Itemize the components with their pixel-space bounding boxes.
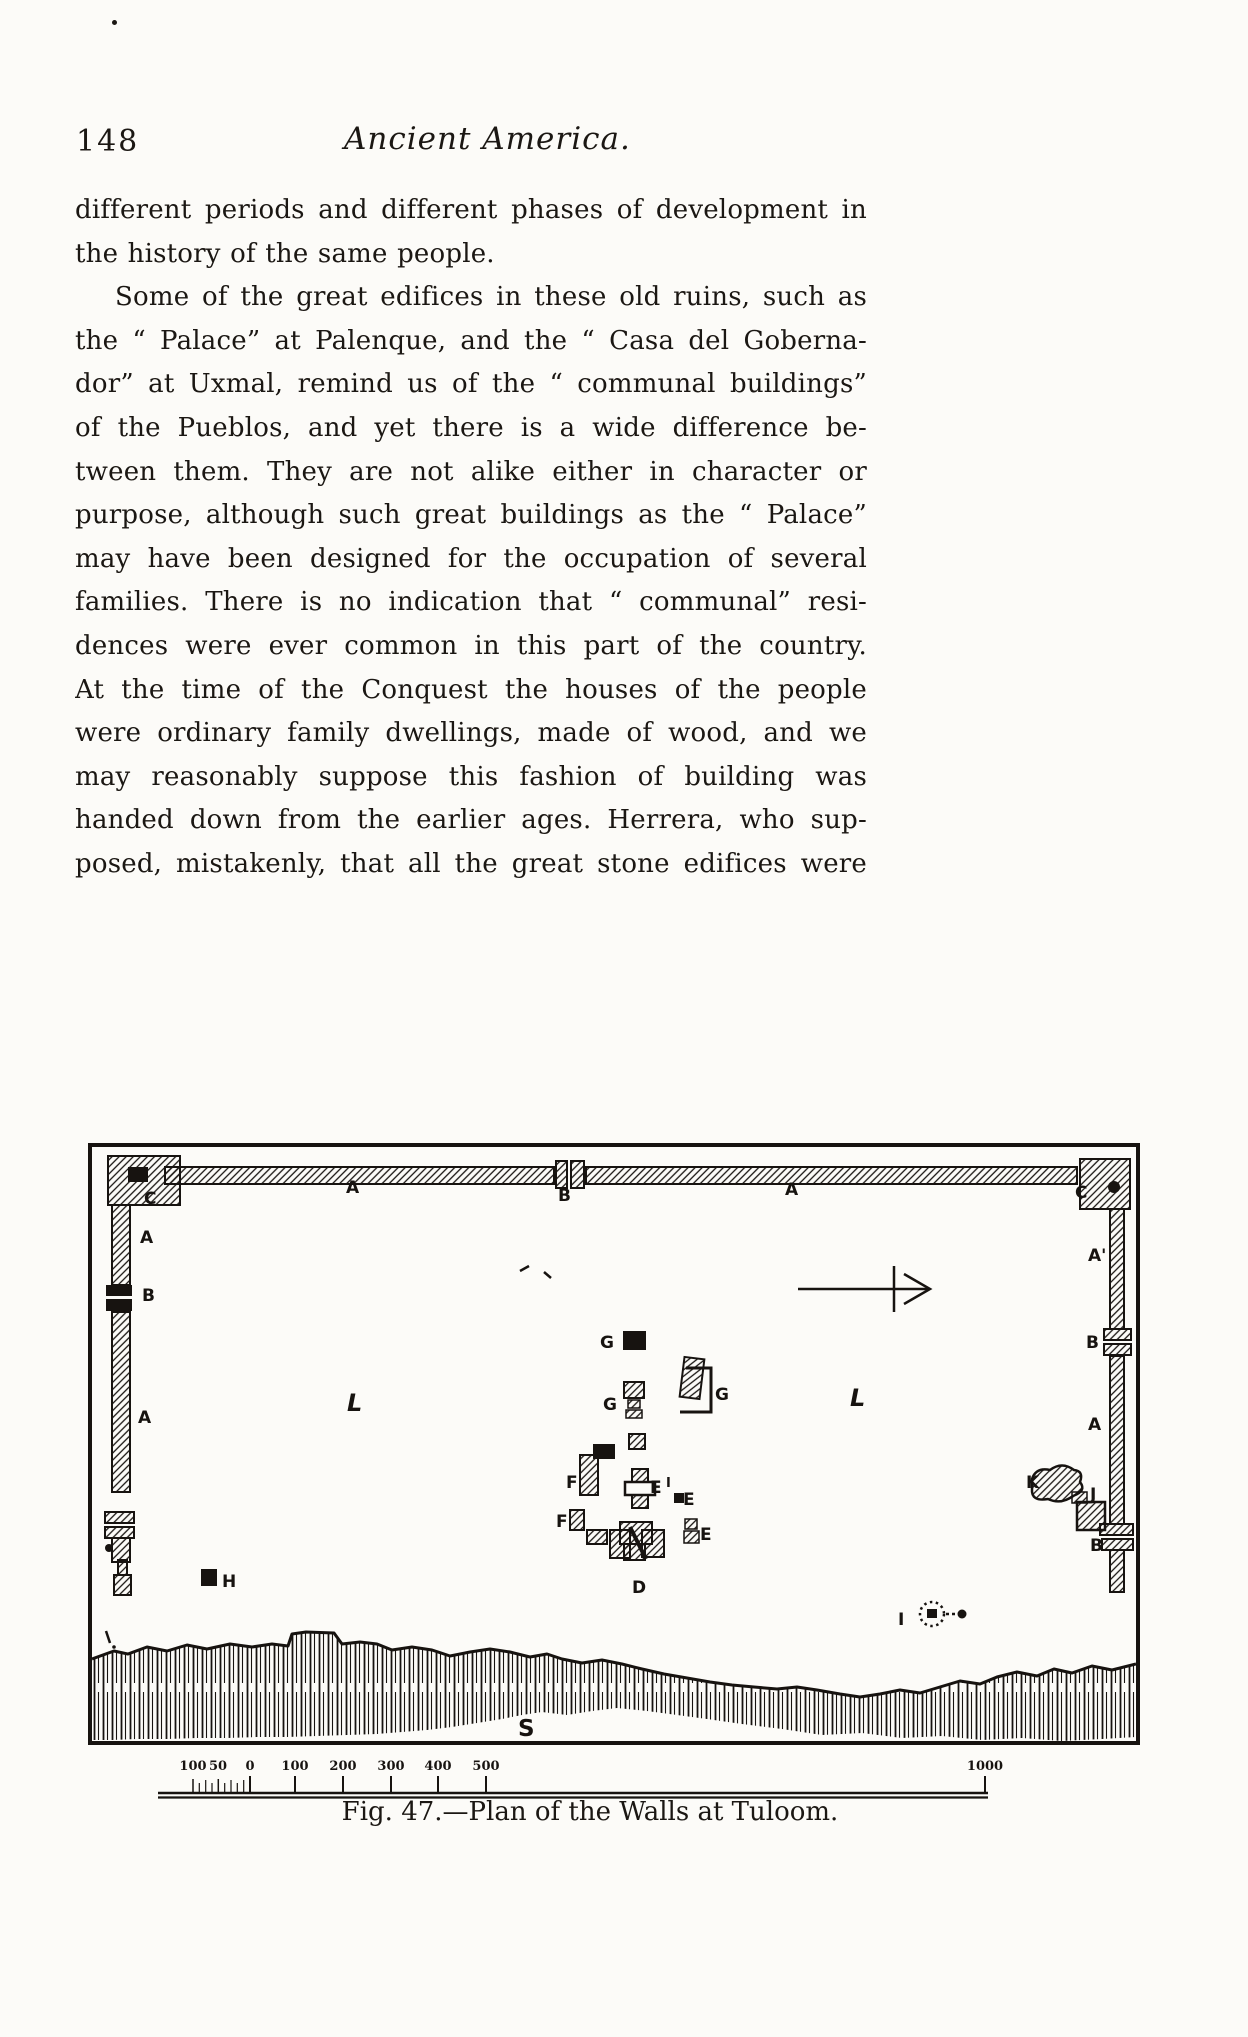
building-e2 [675, 1494, 683, 1502]
label-b-gate: B [142, 1286, 155, 1306]
label-g: G [715, 1385, 729, 1405]
text-line: were ordinary family dwellings, made of wood, and we [75, 718, 867, 749]
gate-east-lower-block [1102, 1539, 1133, 1550]
scale-tick-label: 100 [281, 1759, 309, 1774]
text-line: may reasonably suppose this fashion of building was [75, 761, 867, 792]
building-g2-annex [626, 1410, 642, 1418]
text-line: of the Pueblos, and yet there is a wide difference be- [75, 412, 867, 443]
terrain-marks [106, 1266, 551, 1649]
label-k: K [1026, 1473, 1040, 1493]
label-l-area: L [850, 1384, 866, 1412]
building-g1 [624, 1332, 645, 1349]
label-e: E [683, 1490, 695, 1510]
figure-47-frame [88, 1143, 1140, 1745]
running-title: Ancient America. [344, 121, 631, 157]
wall-east-lower [1110, 1550, 1124, 1592]
gate-north-block [556, 1161, 567, 1188]
text-line: handed down from the earlier ages. Herrera, who sup- [75, 805, 867, 836]
cenote-feature [920, 1602, 967, 1626]
wall-west-end-structure [114, 1575, 131, 1595]
label-e: E [650, 1478, 662, 1498]
label-s-sea: S [518, 1716, 535, 1741]
scan-speck [112, 20, 117, 25]
wall-north-east [586, 1167, 1077, 1184]
orientation-arrow [798, 1266, 930, 1312]
tower-ne [1108, 1181, 1120, 1193]
wall-north-west [165, 1167, 554, 1184]
label-l-area: L [347, 1389, 363, 1417]
text-line: dor” at Uxmal, remind us of the “ communal buildings” [75, 369, 867, 400]
scale-tick-label: 1000 [966, 1759, 1004, 1774]
label-h: H [222, 1572, 237, 1592]
wall-corner-ne [1080, 1159, 1130, 1209]
label-e: E [700, 1525, 712, 1545]
building-g3-tower [680, 1357, 705, 1399]
gate-west-lower-block [105, 1527, 134, 1538]
label-c-nw: C [144, 1189, 157, 1209]
building-small [629, 1434, 645, 1449]
text-line: tween them. They are not alike either in character or [75, 456, 867, 487]
label-i: I [666, 1476, 671, 1491]
scale-bar-numbers [179, 1759, 1003, 1774]
wall-west-lower [112, 1538, 130, 1562]
text-line: the “ Palace” at Palenque, and the “ Casa del Goberna- [75, 325, 867, 356]
label-b-gate: B [1090, 1536, 1103, 1556]
label-c-ne: C [1075, 1183, 1088, 1203]
gate-north-block [571, 1161, 584, 1188]
gate-west-upper-block [106, 1299, 132, 1311]
cliff-hatching [92, 1632, 1136, 1741]
wall-west-upper [112, 1205, 130, 1285]
text-line: posed, mistakenly, that all the great stone edifices were [75, 848, 867, 879]
tuloom-plan-map [92, 1147, 1136, 1741]
tower-nw [128, 1167, 148, 1182]
wall-west-mid [112, 1312, 130, 1492]
text-line: different periods and different phases of development in [75, 195, 867, 225]
building-f2 [570, 1510, 584, 1530]
text-line: may have been designed for the occupation of several [75, 543, 867, 574]
label-i-cenote: I [898, 1610, 905, 1630]
label-b-gate: B [558, 1186, 571, 1206]
scale-tick-label: 50 [208, 1759, 228, 1774]
label-f: F [566, 1473, 578, 1493]
scale-tick-label: 500 [472, 1759, 500, 1774]
text-line: At the time of the Conquest the houses of the people [75, 674, 867, 705]
label-a-prime: A' [1088, 1246, 1107, 1266]
label-g: G [603, 1395, 617, 1415]
page-number: 148 [76, 124, 140, 159]
building-g2 [624, 1382, 644, 1398]
cenote-center [927, 1609, 937, 1618]
label-a-wall: A [785, 1180, 799, 1200]
label-a-wall: A [1088, 1415, 1102, 1435]
wall-east-upper [1110, 1209, 1124, 1329]
buildings [202, 1332, 1105, 1585]
label-f: F [556, 1512, 568, 1532]
building-f1 [580, 1455, 598, 1495]
text-line: dences were ever common in this part of the country. [75, 630, 867, 661]
scale-tick-label: 100 [179, 1759, 207, 1774]
building-e1-south [632, 1495, 648, 1508]
label-d: D [632, 1578, 647, 1598]
label-j: J [1090, 1485, 1097, 1505]
building-j [1077, 1502, 1105, 1530]
figure-caption: Fig. 47.—Plan of the Walls at Tuloom. [341, 1797, 839, 1827]
wall-west-knob [105, 1544, 113, 1552]
text-line: purpose, although such great buildings as the “ Palace” [75, 500, 867, 531]
building-e3 [685, 1519, 697, 1529]
text-line: Some of the great edifices in these old ruins, such as [115, 282, 867, 313]
building-e1-north [632, 1469, 648, 1482]
scale-tick-label: 200 [329, 1759, 357, 1774]
label-a-wall: A [138, 1408, 152, 1428]
scale-tick-label: 0 [245, 1759, 255, 1774]
label-g: G [600, 1333, 614, 1353]
wall-east-mid [1110, 1356, 1124, 1524]
building-d-annex [587, 1530, 607, 1544]
building-g2-annex [628, 1400, 640, 1408]
gate-west-upper-block [106, 1285, 132, 1296]
wall-towers [105, 1167, 1120, 1552]
text-line: the history of the same people. [75, 238, 495, 269]
label-a-wall: A [140, 1228, 154, 1248]
label-a-wall: A [346, 1178, 360, 1198]
sea-cliff [92, 1632, 1136, 1741]
body-text [75, 189, 867, 887]
label-b-gate: B [1086, 1333, 1099, 1353]
scale-tick-label: 300 [377, 1759, 405, 1774]
scale-tick-label: 400 [424, 1759, 452, 1774]
building-h [202, 1570, 216, 1585]
cenote-dot [958, 1610, 967, 1619]
scale-bar-lines [158, 1776, 988, 1798]
gate-west-lower-block [105, 1512, 134, 1523]
text-line: families. There is no indication that “ communal” resi- [75, 587, 867, 618]
wall-west-neck [118, 1560, 127, 1575]
gate-east-upper-block [1104, 1344, 1131, 1355]
building-e3 [684, 1531, 699, 1543]
gate-east-upper-block [1104, 1329, 1131, 1340]
